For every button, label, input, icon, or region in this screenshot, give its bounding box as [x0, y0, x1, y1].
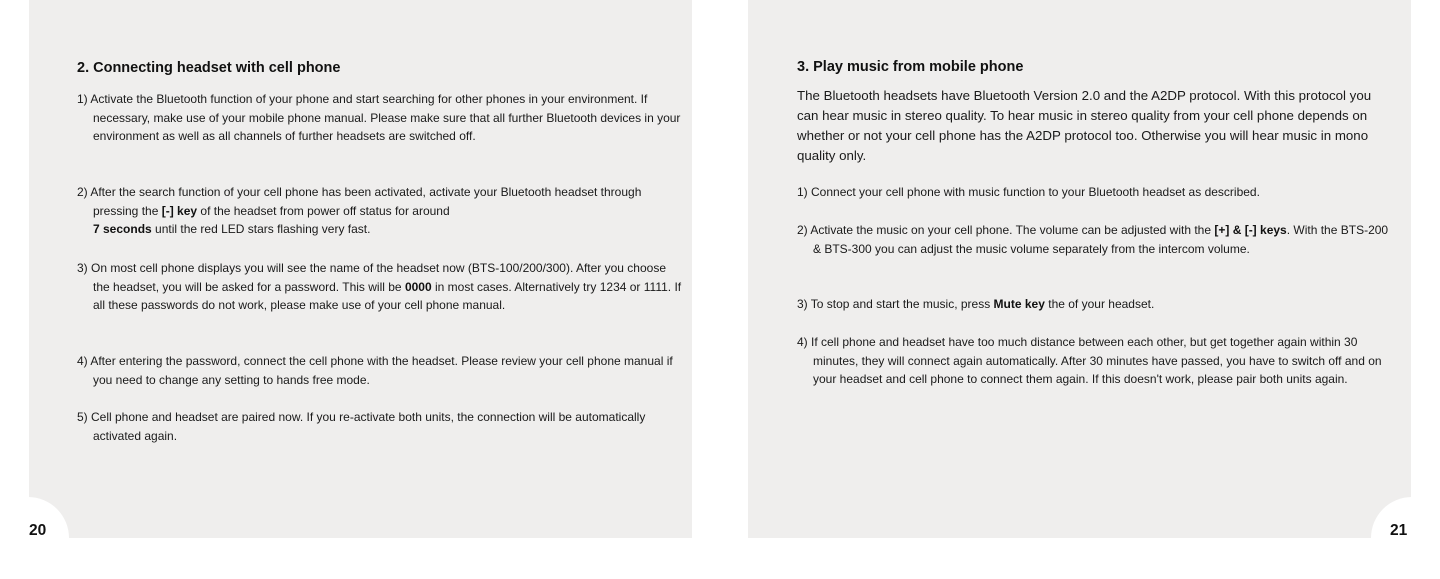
instruction-item-2: 2) After the search function of your cell phone has been activated, activate your Bluetooth headset through pressing the [-] key of the headset from power off status for around 7 seconds until the red LED stars flashing very fast.	[77, 185, 642, 237]
instruction-item-4: 4) After entering the password, connect the cell phone with the headset. Please review your cell phone manual if you need to change any setting to hands free mode.	[77, 354, 673, 387]
intro-paragraph: The Bluetooth headsets have Bluetooth Version 2.0 and the A2DP protocol. With this protocol you can hear music in stereo quality. To hear music in stereo quality from your cell phone depends on whether or not your cell phone has the A2DP protocol too. Otherwise you will hear music in mono quality only.	[797, 88, 1372, 163]
instruction-item-4: 4) If cell phone and headset have too much distance between each other, but get together again within 30 minutes, they will connect again automatically. After 30 minutes have passed, you have to switch off and on your headset and cell phone to connect them again. If this doesn't work, please pair both units again.	[797, 335, 1382, 387]
key-names: [+] & [-] keys	[1214, 223, 1287, 237]
instruction-item-1: 1) Activate the Bluetooth function of your phone and start searching for other phones in your environment. If necessary, make use of your mobile phone manual. Please make sure that all further Bluetooth devices in your environment as well as all channels of further headsets are switched off.	[77, 92, 681, 144]
page-number: 20	[29, 522, 47, 539]
instruction-item-1: 1) Connect your cell phone with music function to your Bluetooth headset as described.	[797, 185, 1260, 199]
default-password: 0000	[404, 279, 432, 294]
duration: 7 seconds	[93, 222, 152, 237]
key-name: Mute key	[993, 297, 1045, 311]
key-name: [-] key	[161, 203, 198, 218]
instruction-item-5: 5) Cell phone and headset are paired now. If you re-activate both units, the connection will be automatically activated again.	[77, 410, 646, 443]
section-heading: 2. Connecting headset with cell phone	[77, 60, 341, 76]
left-page	[29, 0, 692, 538]
section-heading: 3. Play music from mobile phone	[797, 59, 1024, 75]
instruction-item-2: 2) Activate the music on your cell phone. The volume can be adjusted with the [+] & [-] keys. With the BTS-200 & BTS-300 you can adjust the music volume separately from the intercom volume.	[797, 223, 1389, 256]
right-page	[748, 0, 1411, 538]
page-number: 21	[1390, 522, 1408, 539]
instruction-item-3: 3) On most cell phone displays you will see the name of the headset now (BTS-100/200/300). After you choose the headset, you will be asked for a password. This will be 0000 in most cases. Alternatively try 1234 or 1111. If all these passwords do not work, please make use of your cell phone manual.	[77, 261, 682, 313]
instruction-item-3: 3) To stop and start the music, press Mute key the of your headset.	[797, 297, 1155, 311]
